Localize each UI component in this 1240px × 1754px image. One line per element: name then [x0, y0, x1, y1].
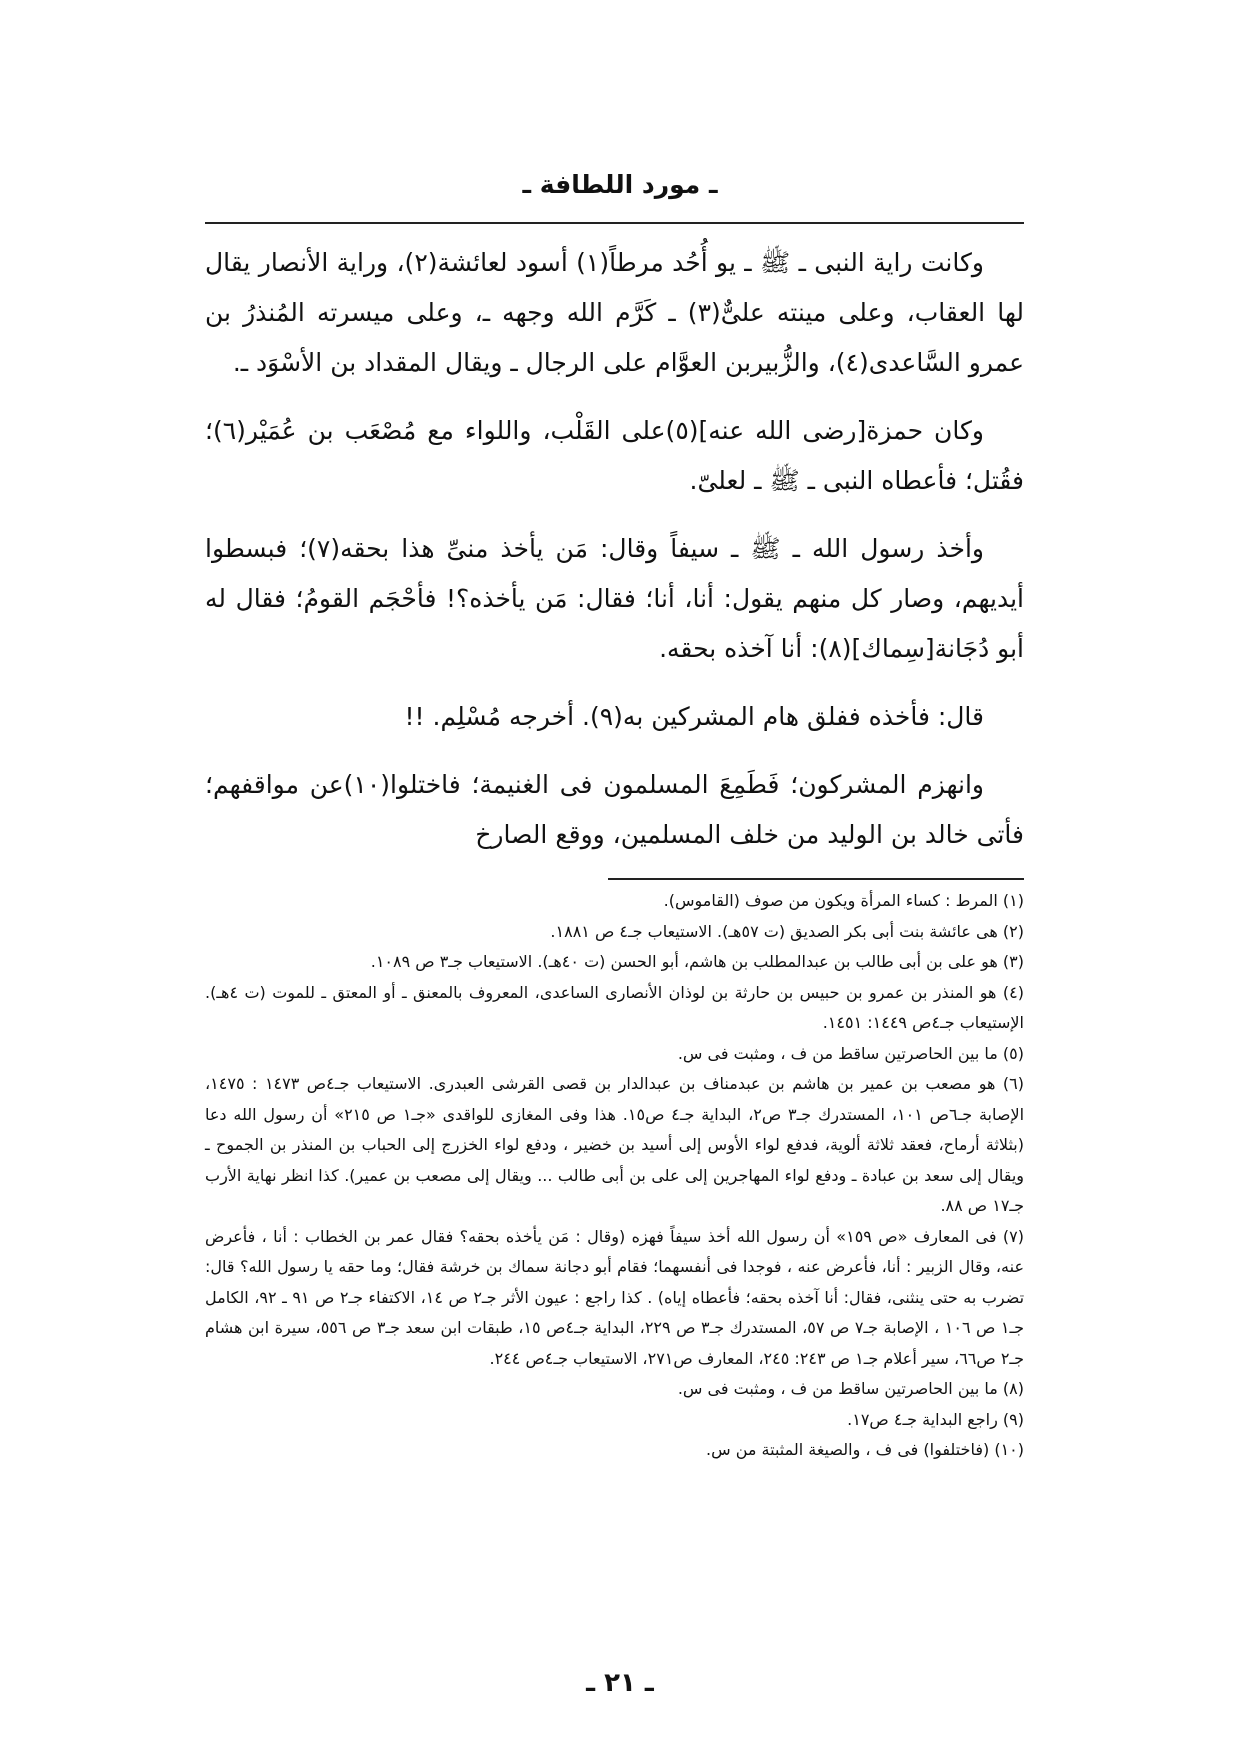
footnote-number: (٩) — [1002, 1409, 1024, 1429]
footnote-text: راجع البداية جـ٤ ص١٧. — [847, 1409, 998, 1429]
footnote-rule — [608, 878, 1024, 880]
paragraph: وكان حمزة[رضى الله عنه](٥)على القَلْب، واللواء مع مُصْعَب بن عُمَيْر(٦)؛ فقُتل؛ فأعطاه النبى ـ ﷺ ـ لعلىّ. — [205, 416, 1024, 495]
footnote — [205, 1374, 1024, 1405]
footnote-number: (٣) — [1002, 952, 1024, 971]
footnote-number: (١) — [1002, 891, 1024, 910]
footnote-text: ما بين الحاصرتين ساقط من ف ، ومثبت فى س. — [677, 1379, 998, 1398]
footnote — [205, 886, 1024, 917]
footnote-number: (٧) — [1002, 1226, 1024, 1246]
footnote-text: فى المعارف «ص ١٥٩» أن رسول الله أخذ سيفاً فهزه (وقال : مَن يأخذه بحقه؟ فقال عمر بن الخطاب : أنا ، فأعرض عنه، وقال الزبير : أنا، فأعرض عنه ، فوجدا فى أنفسهما؛ فقام أبو دجانة سماك بن خرشة فقال؛ وما حقه يا رسول الله؟ قال: تضرب به حتى ينثنى، فقال: أنا آخذه بحقه؛ فأعطاه إياه) . كذا راجع : عيون الأثر جـ٢ ص ١٤، الاكتفاء جـ٢ ص ٩١ ـ ٩٢، الكامل جـ١ ص ١٠٦ ، الإصابة جـ٧ ص ٥٧، المستدرك جـ٣ ص ٢٢٩، البداية جـ٤ص ١٥، طبقات ابن سعد جـ٣ ص ٥٥٦، سيرة ابن هشام جـ٢ ص٦٦، سير أعلام جـ١ ص ٢٤٣: ٢٤٥، المعارف ص٢٧١، الاستيعاب جـ٤ص ٢٤٤. — [205, 1226, 1025, 1368]
footnote-text: هى عائشة بنت أبى بكر الصديق (ت ٥٧هـ). الاستيعاب جـ٤ ص ١٨٨١. — [550, 921, 998, 941]
footnote — [205, 978, 1024, 1039]
footnote-number: (٤) — [1002, 982, 1024, 1002]
footnote — [205, 1069, 1024, 1222]
footnote-text: هو مصعب بن عمير بن هاشم بن عبدمناف بن عبدالدار بن قصى القرشى العبدرى. الاستيعاب جـ٤ص ١٤٧٣ : ١٤٧٥، الإصابة جـ٦ص ١٠١، المستدرك جـ٣ ص٢، البداية جـ٤ ص١٥. هذا وفى المغازى للواقدى «جـ١ ص ٢١٥» أن رسول الله دعا (بثلاثة أرماح، فعقد ثلاثة ألوية، فدفع لواء الأوس إلى أسيد بن خضير ، ودفع لواء الخزرج إلى الحباب بن المنذر بن الجموح ـ ويقال إلى سعد بن عبادة ـ ودفع لواء المهاجرين إلى على بن أبى طالب ... ويقال إلى مصعب بن عمير). كذا انظر نهاية الأرب جـ١٧ ص ٨٨. — [205, 1074, 1025, 1215]
footnote — [205, 1222, 1024, 1375]
header-rule — [205, 222, 1024, 224]
footnote-number: (٢) — [1002, 921, 1024, 941]
footnotes — [205, 886, 1024, 1466]
footnote-text: المرط : كساء المرأة ويكون من صوف (القاموس). — [663, 891, 998, 910]
footnote-number: (٦) — [1002, 1074, 1024, 1093]
paragraph: وانهزم المشركون؛ فَطَمِعَ المسلمون فى الغنيمة؛ فاختلوا(١٠)عن مواقفهم؛ فأتى خالد بن الوليد من خلف المسلمين، ووقع الصارخ — [205, 770, 1024, 849]
footnote-number: (٨) — [1002, 1379, 1024, 1398]
paragraph: وأخذ رسول الله ـ ﷺ ـ سيفاً وقال: مَن يأخذ منىِّ هذا بحقه(٧)؛ فبسطوا أيديهم، وصار كل منهم يقول: أنا، أنا؛ فقال: مَن يأخذه؟! فأحْجَم القومُ؛ فقال له أبو دُجَانة[سِماك](٨): أنا آخذه بحقه. — [205, 534, 1024, 663]
main-text — [205, 238, 1024, 878]
footnote — [205, 917, 1024, 948]
footnote-number: (١٠) — [994, 1440, 1024, 1459]
paragraph: قال: فأخذه ففلق هام المشركين به(٩). أخرجه مُسْلِم. !! — [404, 702, 984, 731]
footnote — [205, 947, 1024, 978]
footnote-text: (فاختلفوا) فى ف ، والصيغة المثبتة من س. — [706, 1440, 990, 1459]
running-header: ـ مورد اللطافة ـ — [522, 170, 718, 199]
footnote — [205, 1039, 1024, 1070]
paragraph: وكانت راية النبى ـ ﷺ ـ يو أُحُد مرطاً(١) أسود لعائشة(٢)، وراية الأنصار يقال لها العقاب، وعلى مينته علىٌّ(٣) ـ كَرَّم الله وجهه ـ، وعلى ميسرته المُنذرُ بن عمرو السَّاعدى(٤)، والزُّبيربن العوَّام على الرجال ـ ويقال المقداد بن الأسْوَد ـ. — [205, 248, 1024, 377]
page-number: ـ ٢١ ـ — [586, 1668, 654, 1698]
footnote — [205, 1405, 1024, 1436]
footnote-text: هو المنذر بن عمرو بن حبيس بن حارثة بن لوذان الأنصارى الساعدى، المعروف بالمعنق ـ أو المعتق ـ للموت (ت ٤هـ). الإستيعاب جـ٤ص ١٤٤٩: ١٤٥١. — [205, 982, 1024, 1032]
footnote-text: ما بين الحاصرتين ساقط من ف ، ومثبت فى س. — [677, 1043, 998, 1063]
footnote-number: (٥) — [1002, 1043, 1024, 1063]
footnote-text: هو على بن أبى طالب بن عبدالمطلب بن هاشم، أبو الحسن (ت ٤٠هـ). الاستيعاب جـ٣ ص ١٠٨٩. — [370, 952, 998, 971]
footnote — [205, 1435, 1024, 1466]
